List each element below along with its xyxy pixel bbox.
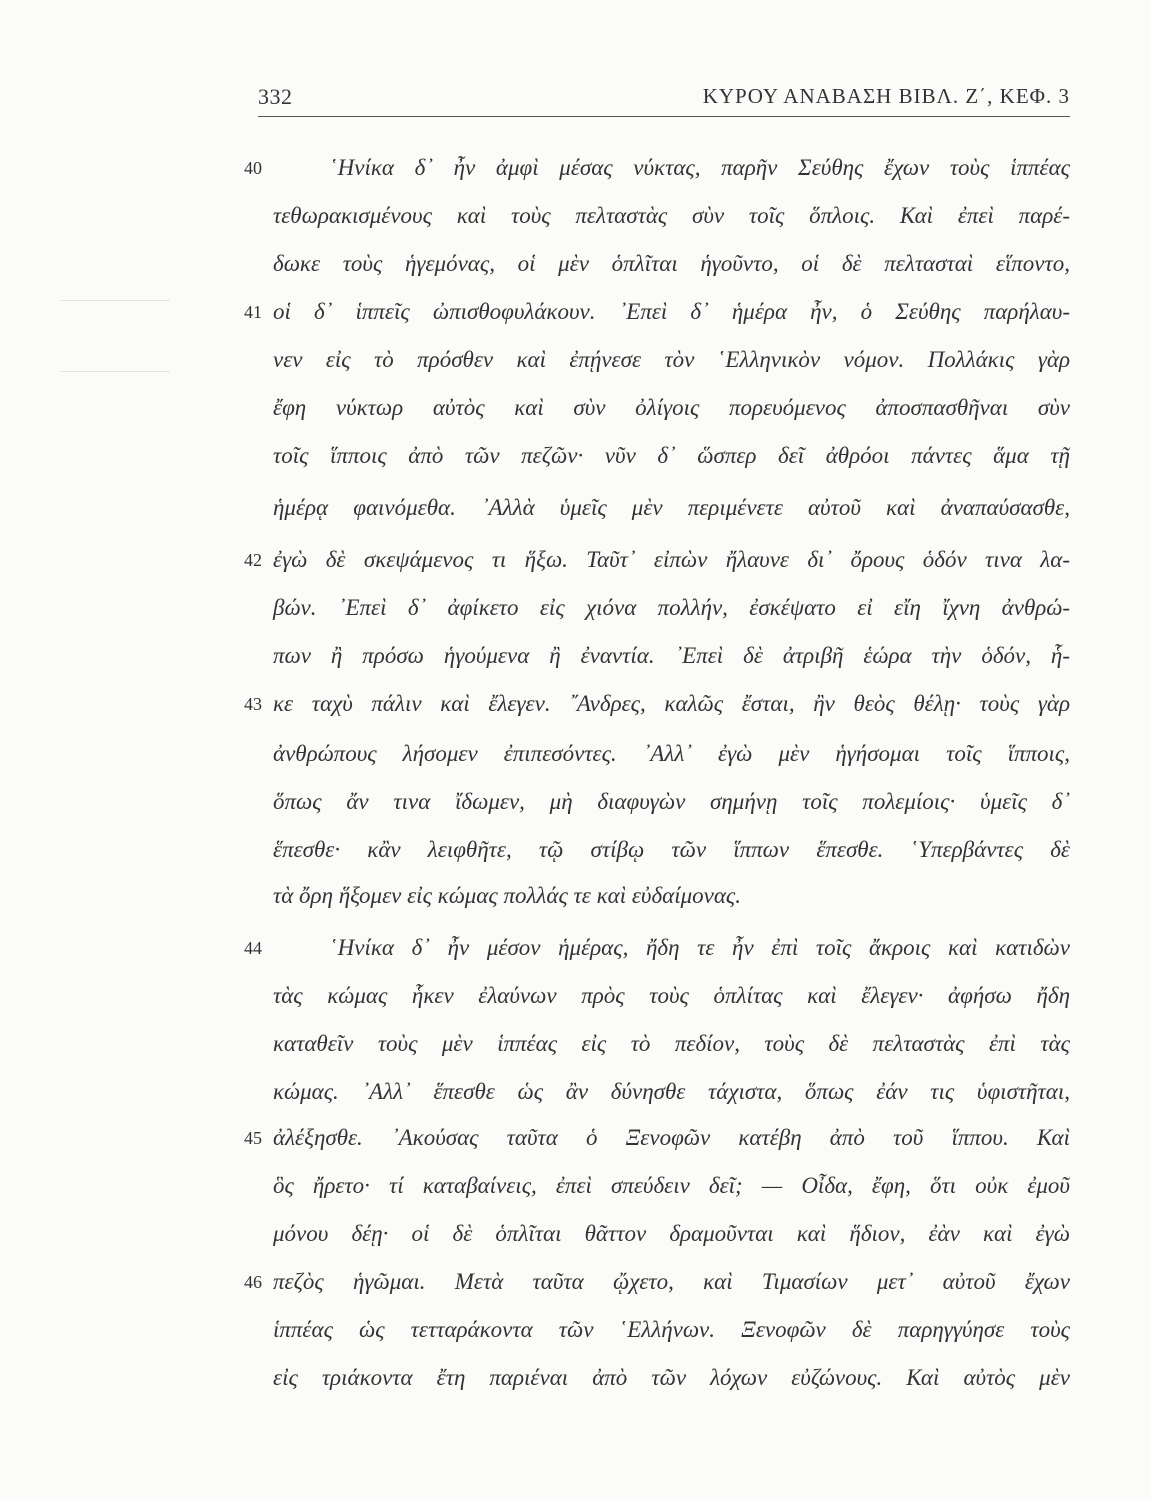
section-number: 44 [244,938,262,958]
section-number: 41 [244,302,262,322]
text-line: κε ταχὺ πάλιν καὶ ἔλεγεν. ῎Ανδρες, καλῶς ἔσται, ἢν θεὸς θέλῃ· τοὺς γὰρ [273,691,1070,716]
text-line: οἱ δ᾽ ἱππεῖς ὠπισθοφυλάκουν. ᾽Επεὶ δ᾽ ἡμέρα ἦν, ὁ Σεύθης παρήλαυ- [273,299,1070,324]
text-line: ῾Ηνίκα δ᾽ ἦν ἀμφὶ μέσας νύκτας, παρῆν Σεύθης ἔχων τοὺς ἱππέας [330,155,1070,180]
text-line: καταθεῖν τοὺς μὲν ἱππέας εἰς τὸ πεδίον, τοὺς δὲ πελταστὰς ἐπὶ τὰς [273,1031,1070,1056]
text-line: μόνου δέῃ· οἱ δὲ ὁπλῖται θᾶττον δραμοῦνται καὶ ἥδιον, ἐὰν καὶ ἐγὼ [273,1221,1070,1246]
running-title: ΚΥΡΟΥ ΑΝΑΒΑΣΗ ΒΙΒΛ. Ζ΄, ΚΕΦ. 3 [702,84,1070,108]
text-line: ῾Ηνίκα δ᾽ ἦν μέσον ἡμέρας, ἤδη τε ἦν ἐπὶ τοῖς ἄκροις καὶ κατιδὼν [330,935,1070,960]
text-line: κώμας. ᾽Αλλ᾽ ἕπεσθε ὡς ἂν δύνησθε τάχιστα, ὅπως ἐάν τις ὑφιστῆται, [273,1079,1070,1104]
text-line: ἕπεσθε· κἂν λειφθῆτε, τῷ στίβῳ τῶν ἵππων ἕπεσθε. ῾Υπερβάντες δὲ [273,837,1070,862]
text-line: ἐγὼ δὲ σκεψάμενος τι ἥξω. Ταῦτ᾽ εἰπὼν ἤλαυνε δι᾽ ὄρους ὁδόν τινα λα- [273,547,1070,572]
bleed-through-mark [60,300,170,372]
text-line: πων ἢ πρόσω ἡγούμενα ἢ ἐναντία. ᾽Επεὶ δὲ ἀτριβῆ ἑώρα τὴν ὁδόν, ἧ- [273,643,1070,668]
section-number: 46 [244,1272,262,1292]
section-number: 42 [244,550,262,570]
section-number: 40 [244,158,262,178]
text-line: ἀλέξησθε. ᾽Ακούσας ταῦτα ὁ Ξενοφῶν κατέβη ἀπὸ τοῦ ἵππου. Καὶ [273,1125,1070,1150]
section-number: 43 [244,694,262,714]
text-line: νεν εἰς τὸ πρόσθεν καὶ ἐπῄνεσε τὸν ῾Ελληνικὸν νόμον. Πολλάκις γὰρ [273,347,1070,372]
text-line: βών. ᾽Επεὶ δ᾽ ἀφίκετο εἰς χιόνα πολλήν, ἐσκέψατο εἰ εἴη ἴχνη ἀνθρώ- [273,595,1070,620]
header-rule [258,116,1070,117]
section-number: 45 [244,1128,262,1148]
text-line: εἰς τριάκοντα ἔτη παριέναι ἀπὸ τῶν λόχων εὐζώνους. Καὶ αὐτὸς μὲν [273,1365,1070,1390]
running-header [258,84,1070,114]
text-line: πεζὸς ἡγῶμαι. Μετὰ ταῦτα ᾤχετο, καὶ Τιμασίων μετ᾽ αὐτοῦ ἔχων [273,1269,1070,1294]
text-line: δωκε τοὺς ἡγεμόνας, οἱ μὲν ὁπλῖται ἡγοῦντο, οἱ δὲ πελτασταὶ εἵποντο, [273,251,1070,276]
text-line: τεθωρακισμένους καὶ τοὺς πελταστὰς σὺν τοῖς ὅπλοις. Καὶ ἐπεὶ παρέ- [273,203,1070,228]
text-line: ἡμέρᾳ φαινόμεθα. ᾽Αλλὰ ὑμεῖς μὲν περιμένετε αὐτοῦ καὶ ἀναπαύσασθε, [273,495,1070,520]
text-line: ἱππέας ὡς τετταράκοντα τῶν ῾Ελλήνων. Ξενοφῶν δὲ παρηγγύησε τοὺς [273,1317,1070,1342]
text-line: ὃς ἤρετο· τί καταβαίνεις, ἐπεὶ σπεύδειν δεῖ; — Οἶδα, ἔφη, ὅτι οὐκ ἐμοῦ [273,1173,1070,1198]
text-line: ἔφη νύκτωρ αὐτὸς καὶ σὺν ὀλίγοις πορευόμενος ἀποσπασθῆναι σὺν [273,395,1070,420]
page-number: 332 [258,84,293,109]
text-line: τὰς κώμας ἧκεν ἐλαύνων πρὸς τοὺς ὁπλίτας καὶ ἔλεγεν· ἀφήσω ἤδη [273,983,1070,1008]
text-line: ἀνθρώπους λήσομεν ἐπιπεσόντες. ᾽Αλλ᾽ ἐγὼ μὲν ἡγήσομαι τοῖς ἵπποις, [273,741,1070,766]
text-line: τὰ ὄρη ἥξομεν εἰς κώμας πολλάς τε καὶ εὐδαίμονας. [273,883,742,908]
text-line: τοῖς ἵπποις ἀπὸ τῶν πεζῶν· νῦν δ᾽ ὥσπερ δεῖ ἀθρόοι πάντες ἅμα τῇ [273,443,1070,468]
text-line: ὅπως ἄν τινα ἴδωμεν, μὴ διαφυγὼν σημήνῃ τοῖς πολεμίοις· ὑμεῖς δ᾽ [273,789,1070,814]
